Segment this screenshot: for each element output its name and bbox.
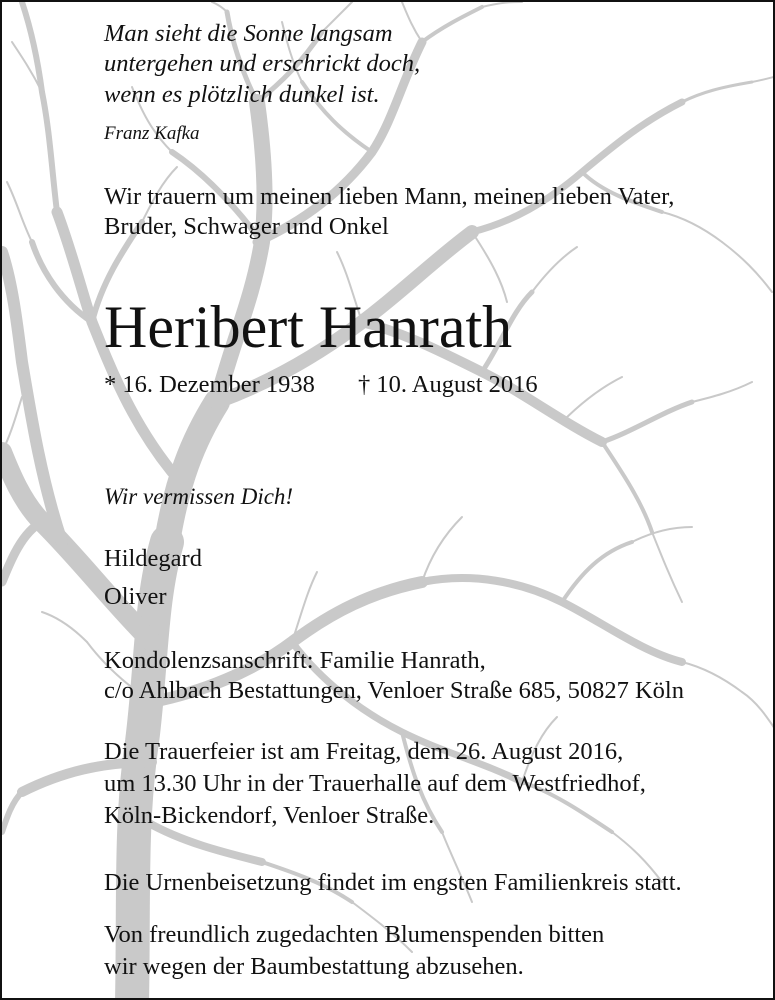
birth-date: * 16. Dezember 1938	[104, 371, 315, 398]
death-date: † 10. August 2016	[358, 371, 538, 398]
intro-line: Bruder, Schwager und Onkel	[104, 213, 389, 240]
quote-line: wenn es plötzlich dunkel ist.	[104, 81, 380, 108]
quote-author: Franz Kafka	[104, 123, 200, 144]
farewell-phrase: Wir vermissen Dich!	[104, 484, 294, 509]
flowers-line: Von freundlich zugedachten Blumenspenden bitten	[104, 921, 605, 948]
quote-line: untergehen und erschrickt doch,	[104, 50, 421, 77]
intro-line: Wir trauern um meinen lieben Mann, meinen lieben Vater,	[104, 183, 675, 210]
deceased-name: Heribert Hanrath	[104, 294, 513, 360]
mourner-name: Oliver	[104, 583, 167, 610]
life-dates	[104, 371, 664, 399]
condolence-line: Kondolenzsanschrift: Familie Hanrath,	[104, 647, 486, 674]
urn-burial-line: Die Urnenbeisetzung findet im engsten Familienkreis statt.	[104, 869, 682, 896]
funeral-line: Köln-Bickendorf, Venloer Straße.	[104, 802, 435, 829]
quote-line: Man sieht die Sonne langsam	[104, 20, 393, 47]
funeral-line: um 13.30 Uhr in der Trauerhalle auf dem Westfriedhof,	[104, 770, 646, 797]
flowers-line: wir wegen der Baumbestattung abzusehen.	[104, 953, 524, 980]
condolence-line: c/o Ahlbach Bestattungen, Venloer Straße 685, 50827 Köln	[104, 677, 684, 704]
mourner-name: Hildegard	[104, 545, 202, 572]
funeral-line: Die Trauerfeier ist am Freitag, dem 26. August 2016,	[104, 738, 624, 765]
